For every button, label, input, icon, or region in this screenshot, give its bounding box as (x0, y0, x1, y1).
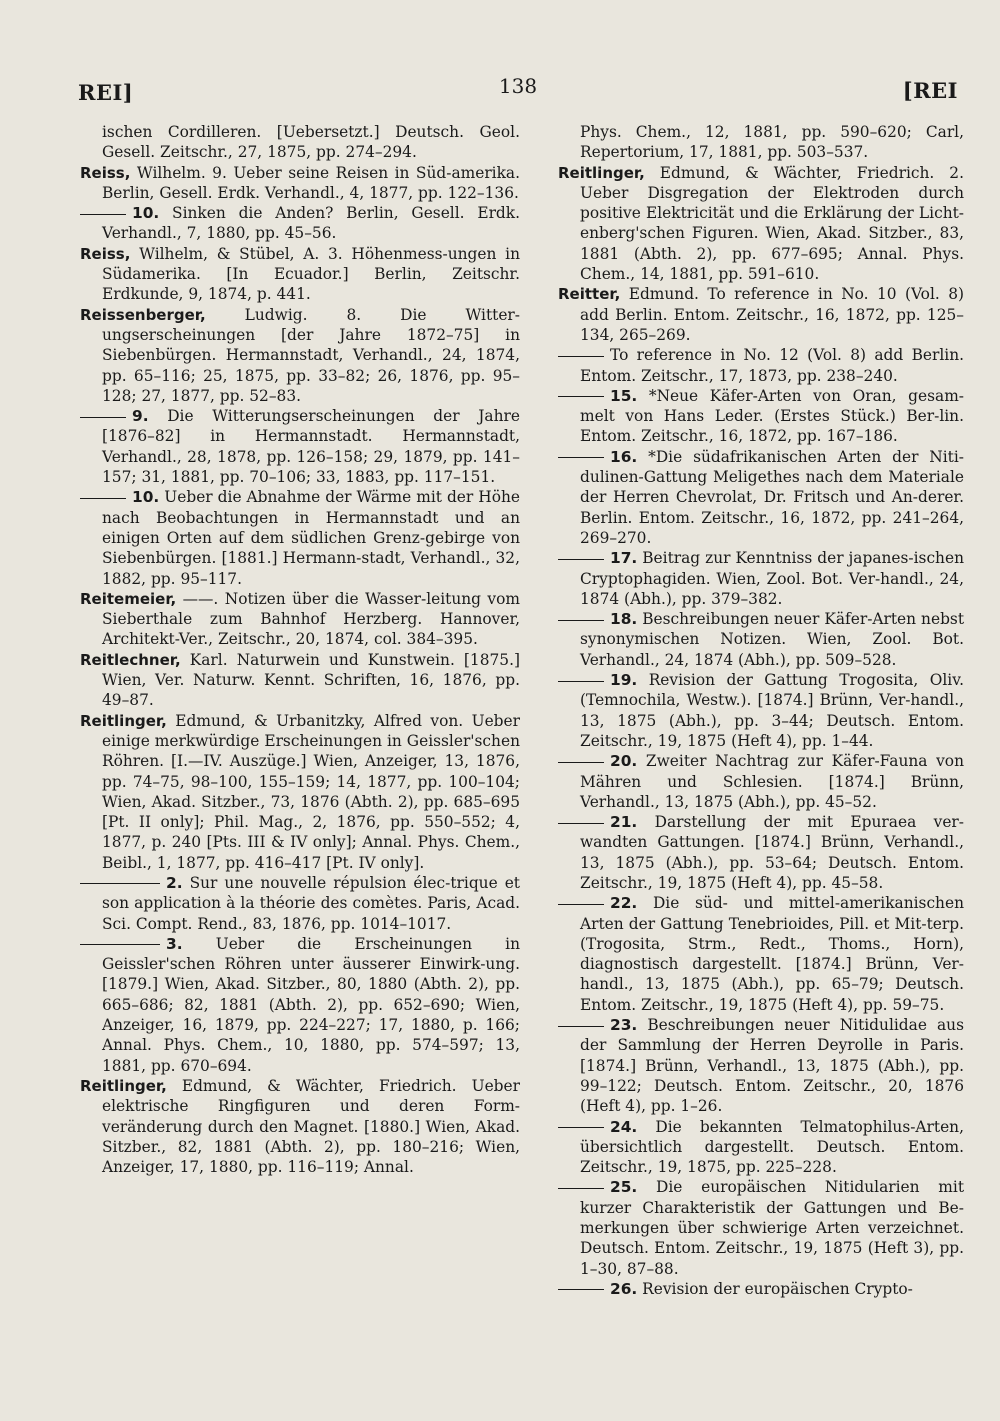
bibliography-entry (80, 122, 520, 163)
bibliography-entry (558, 386, 964, 447)
entry-text: Ueber die Erscheinungen in Geissler'schen Röhren unter äusserer Einwirk-ung. [1879.] Wien, Akad. Sitzber., 80, 1880 (Abth. 2), pp. 665–686; 82, 1881 (Abth. 2), pp. 652–690; Wien, Anzeiger, 16, 1879, pp. 224–227; 17, 1880, p. 166; Annal. Phys. Chem., 10, 1880, pp. 574–597; 13, 1881, pp. 670–694. (102, 934, 520, 1075)
bibliography-entry (558, 122, 964, 163)
bibliography-entry (80, 873, 520, 934)
author-name: Reitemeier, (80, 589, 177, 608)
header-left: REI] (78, 80, 134, 105)
entry-number: 16. (610, 447, 638, 466)
entry-text: Ludwig. 8. Die Witter-ungserscheinungen [der Jahre 1872–75] in Siebenbürgen. Hermannstadt, Verhandl., 24, 1874, pp. 65–116; 25, 1875, pp. 33–82; 26, 1876, pp. 95–128; 27, 1877, pp. 52–83. (102, 305, 520, 405)
entry-text: Darstellung der mit Epuraea ver-wandten Gattungen. [1874.] Brünn, Verhandl., 13, 1875 (Abh.), pp. 53–64; Deutsch. Entom. Zeitschr., 19, 1875 (Heft 4), pp. 45–58. (580, 813, 964, 892)
author-name: Reiss, (80, 244, 131, 263)
ditto-rule (558, 1289, 604, 1290)
entry-text: *Die südafrikanischen Arten der Niti-dulinen-Gattung Meligethes nach dem Materiale der Herren Chevrolat, Dr. Fritsch und An-derer. Berlin. Entom. Zeitschr., 16, 1872, pp. 241–264, 269–270. (580, 447, 964, 547)
entry-text: Beschreibungen neuer Nitidulidae aus der Sammlung der Herren Deyrolle in Paris. [1874.] Brünn, Verhandl., 13, 1875 (Abh.), pp. 99–122; Deutsch. Entom. Zeitschr., 20, 1876 (Heft 4), pp. 1–26. (580, 1016, 964, 1116)
entry-number: 26. (610, 1279, 638, 1298)
bibliography-entry (558, 751, 964, 812)
bibliography-entry (558, 447, 964, 548)
entry-text: Phys. Chem., 12, 1881, pp. 590–620; Carl, Repertorium, 17, 1881, pp. 503–537. (580, 123, 964, 162)
bibliography-entry (558, 1177, 964, 1278)
entry-number: 22. (610, 894, 638, 913)
ditto-rule (558, 620, 604, 621)
entry-text: Edmund. To reference in No. 10 (Vol. 8) add Berlin. Entom. Zeitschr., 16, 1872, pp. 125–134, 265–269. (580, 285, 964, 344)
ditto-rule (80, 214, 126, 215)
entry-text: Zweiter Nachtrag zur Käfer-Fauna von Mähren und Schlesien. [1874.] Brünn, Verhandl., 13, 1875 (Abh.), pp. 45–52. (580, 752, 964, 811)
entry-text: Edmund, & Wächter, Friedrich. 2. Ueber Disgregation der Elektroden durch positive Elektricität und die Erklärung der Licht-enberg'schen Figuren. Wien, Akad. Sitzber., 83, 1881 (Abth. 2), pp. 677–695; Annal. Phys. Chem., 14, 1881, pp. 591–610. (580, 163, 964, 284)
bibliography-entry (80, 487, 520, 588)
entry-number: 2. (166, 873, 183, 892)
entry-text: Revision der europäischen Crypto- (637, 1279, 913, 1298)
entry-text: ischen Cordilleren. [Uebersetzt.] Deutsch. Geol. Gesell. Zeitschr., 27, 1875, pp. 274–294. (102, 123, 520, 162)
ditto-rule (558, 457, 604, 458)
header-right: [REI (902, 78, 958, 103)
entry-text: Sinken die Anden? Berlin, Gesell. Erdk. Verhandl., 7, 1880, pp. 45–56. (102, 204, 520, 243)
left-column (80, 122, 520, 1177)
ditto-rule (558, 1127, 604, 1128)
author-name: Reissenberger, (80, 305, 206, 324)
entry-text: Die europäischen Nitidularien mit kurzer Charakteristik der Gattungen und Be-merkungen über schwierige Arten verzeichnet. Deutsch. Entom. Zeitschr., 19, 1875 (Heft 3), pp. 1–30, 87–88. (580, 1178, 964, 1278)
author-name: Reiss, (80, 163, 131, 182)
bibliography-entry (558, 893, 964, 1015)
entry-text: Sur une nouvelle répulsion élec-trique et son application à la théorie des comètes. Paris, Acad. Sci. Compt. Rend., 83, 1876, pp. 1014–1017. (102, 873, 520, 933)
entry-number: 23. (610, 1016, 638, 1035)
ditto-rule (80, 883, 160, 884)
running-header (78, 72, 958, 112)
entry-text: Die Witterungserscheinungen der Jahre [1876–82] in Hermannstadt. Hermannstadt, Verhandl., 28, 1878, pp. 126–158; 29, 1879, pp. 141–157; 31, 1881, pp. 70–106; 33, 1883, pp. 117–151. (102, 407, 520, 487)
bibliography-entry (558, 548, 964, 609)
entry-number: 15. (610, 386, 638, 405)
right-column (558, 122, 964, 1299)
entry-number: 9. (132, 407, 149, 426)
entry-number: 21. (610, 813, 638, 832)
entry-text: Beschreibungen neuer Käfer-Arten nebst synonymischen Notizen. Wien, Zool. Bot. Verhandl., 24, 1874 (Abh.), pp. 509–528. (580, 610, 964, 669)
entry-number: 25. (610, 1178, 638, 1197)
author-name: Reitlinger, (80, 711, 167, 730)
entry-text: ——. Notizen über die Wasser-leitung vom Sieberthale zum Bahnhof Herzberg. Hannover, Architekt-Ver., Zeitschr., 20, 1874, col. 384–395. (102, 589, 520, 649)
entry-text: *Neue Käfer-Arten von Oran, gesam-melt von Hans Leder. (Erstes Stück.) Ber-lin. Entom. Zeitschr., 16, 1872, pp. 167–186. (580, 386, 964, 446)
bibliography-entry (558, 163, 964, 285)
bibliography-entry (80, 305, 520, 406)
ditto-rule (558, 356, 604, 357)
bibliography-entry (558, 1117, 964, 1178)
bibliography-entry (80, 711, 520, 873)
ditto-rule (558, 1188, 604, 1189)
entry-text: Karl. Naturwein und Kunstwein. [1875.] Wien, Ver. Naturw. Kennt. Schriften, 16, 1876, pp. 49–87. (102, 650, 520, 710)
bibliography-entry (80, 406, 520, 487)
ditto-rule (558, 762, 604, 763)
bibliography-entry (80, 203, 520, 244)
bibliography-entry (558, 1015, 964, 1116)
entry-text: Wilhelm, & Stübel, A. 3. Höhenmess-ungen in Südamerika. [In Ecuador.] Berlin, Zeitschr. Erdkunde, 9, 1874, p. 441. (102, 244, 520, 304)
author-name: Reitter, (558, 285, 621, 304)
author-name: Reitlechner, (80, 650, 181, 669)
entry-text: To reference in No. 12 (Vol. 8) add Berlin. Entom. Zeitschr., 17, 1873, pp. 238–240. (580, 346, 964, 385)
bibliography-entry (558, 284, 964, 345)
ditto-rule (558, 559, 604, 560)
entry-number: 24. (610, 1117, 638, 1136)
entry-number: 10. (132, 488, 160, 507)
ditto-rule (558, 904, 604, 905)
ditto-rule (558, 681, 604, 682)
bibliography-entry (558, 812, 964, 893)
ditto-rule (80, 498, 126, 499)
entry-number: 18. (610, 610, 638, 629)
bibliography-entry (80, 244, 520, 305)
bibliography-entry (80, 650, 520, 711)
entry-text: Edmund, & Urbanitzky, Alfred von. Ueber einige merkwürdige Erscheinungen in Geissler'schen Röhren. [I.—IV. Auszüge.] Wien, Anzeiger, 13, 1876, pp. 74–75, 98–100, 155–159; 14, 1877, pp. 100–104; Wien, Akad. Sitzber., 73, 1876 (Abth. 2), pp. 685–695 [Pt. II only]; Phil. Mag., 2, 1876, pp. 550–552; 4, 1877, p. 240 [Pts. III & IV only]; Annal. Phys. Chem., Beibl., 1, 1877, pp. 416–417 [Pt. IV only]. (102, 711, 520, 872)
ditto-rule (80, 944, 160, 945)
entry-number: 10. (132, 204, 160, 223)
ditto-rule (80, 417, 126, 418)
entry-text: Edmund, & Wächter, Friedrich. Ueber elektrische Ringfiguren und deren Form-veränderung durch den Magnet. [1880.] Wien, Akad. Sitzber., 82, 1881 (Abth. 2), pp. 180–216; Wien, Anzeiger, 17, 1880, pp. 116–119; Annal. (102, 1076, 520, 1177)
bibliography-entry (80, 163, 520, 204)
bibliography-entry (80, 934, 520, 1076)
author-name: Reitlinger, (80, 1076, 167, 1095)
entry-text: Die süd- und mittel-amerikanischen Arten der Gattung Tenebrioides, Pill. et Mit-terp. (Trogosita, Strm., Redt., Thoms., Horn), diagnostisch dargestellt. [1874.] Brünn, Ver-handl., 13, 1875 (Abh.), pp. 65–79; Deutsch. Entom. Zeitschr., 19, 1875 (Heft 4), pp. 59–75. (580, 894, 964, 1014)
entry-text: Ueber die Abnahme der Wärme mit der Höhe nach Beobachtungen in Hermannstadt und an einigen Orten auf dem südlichen Grenz-gebirge von Siebenbürgen. [1881.] Hermann-stadt, Verhandl., 32, 1882, pp. 95–117. (102, 488, 520, 588)
ditto-rule (558, 396, 604, 397)
entry-number: 17. (610, 549, 638, 568)
bibliography-entry (80, 589, 520, 650)
entry-text: Die bekannten Telmatophilus-Arten, übersichtlich dargestellt. Deutsch. Entom. Zeitschr., 19, 1875, pp. 225–228. (580, 1117, 964, 1177)
entry-number: 19. (610, 671, 638, 690)
entry-number: 20. (610, 752, 638, 771)
ditto-rule (558, 823, 604, 824)
entry-text: Wilhelm. 9. Ueber seine Reisen in Süd-amerika. Berlin, Gesell. Erdk. Verhandl., 4, 1877, pp. 122–136. (102, 163, 520, 202)
bibliography-entry (80, 1076, 520, 1177)
entry-text: Revision der Gattung Trogosita, Oliv. (Temnochila, Westw.). [1874.] Brünn, Ver-handl., 13, 1875 (Abh.), pp. 3–44; Deutsch. Entom. Zeitschr., 19, 1875 (Heft 4), pp. 1–44. (580, 671, 964, 750)
bibliography-entry (558, 609, 964, 670)
entry-text: Beitrag zur Kenntniss der japanes-ischen Cryptophagiden. Wien, Zool. Bot. Ver-handl., 24, 1874 (Abh.), pp. 379–382. (580, 549, 964, 608)
entry-number: 3. (166, 934, 183, 953)
bibliography-entry (558, 345, 964, 386)
ditto-rule (558, 1026, 604, 1027)
bibliography-entry (558, 1279, 964, 1299)
page-number: 138 (498, 74, 538, 98)
author-name: Reitlinger, (558, 163, 645, 182)
bibliography-entry (558, 670, 964, 751)
